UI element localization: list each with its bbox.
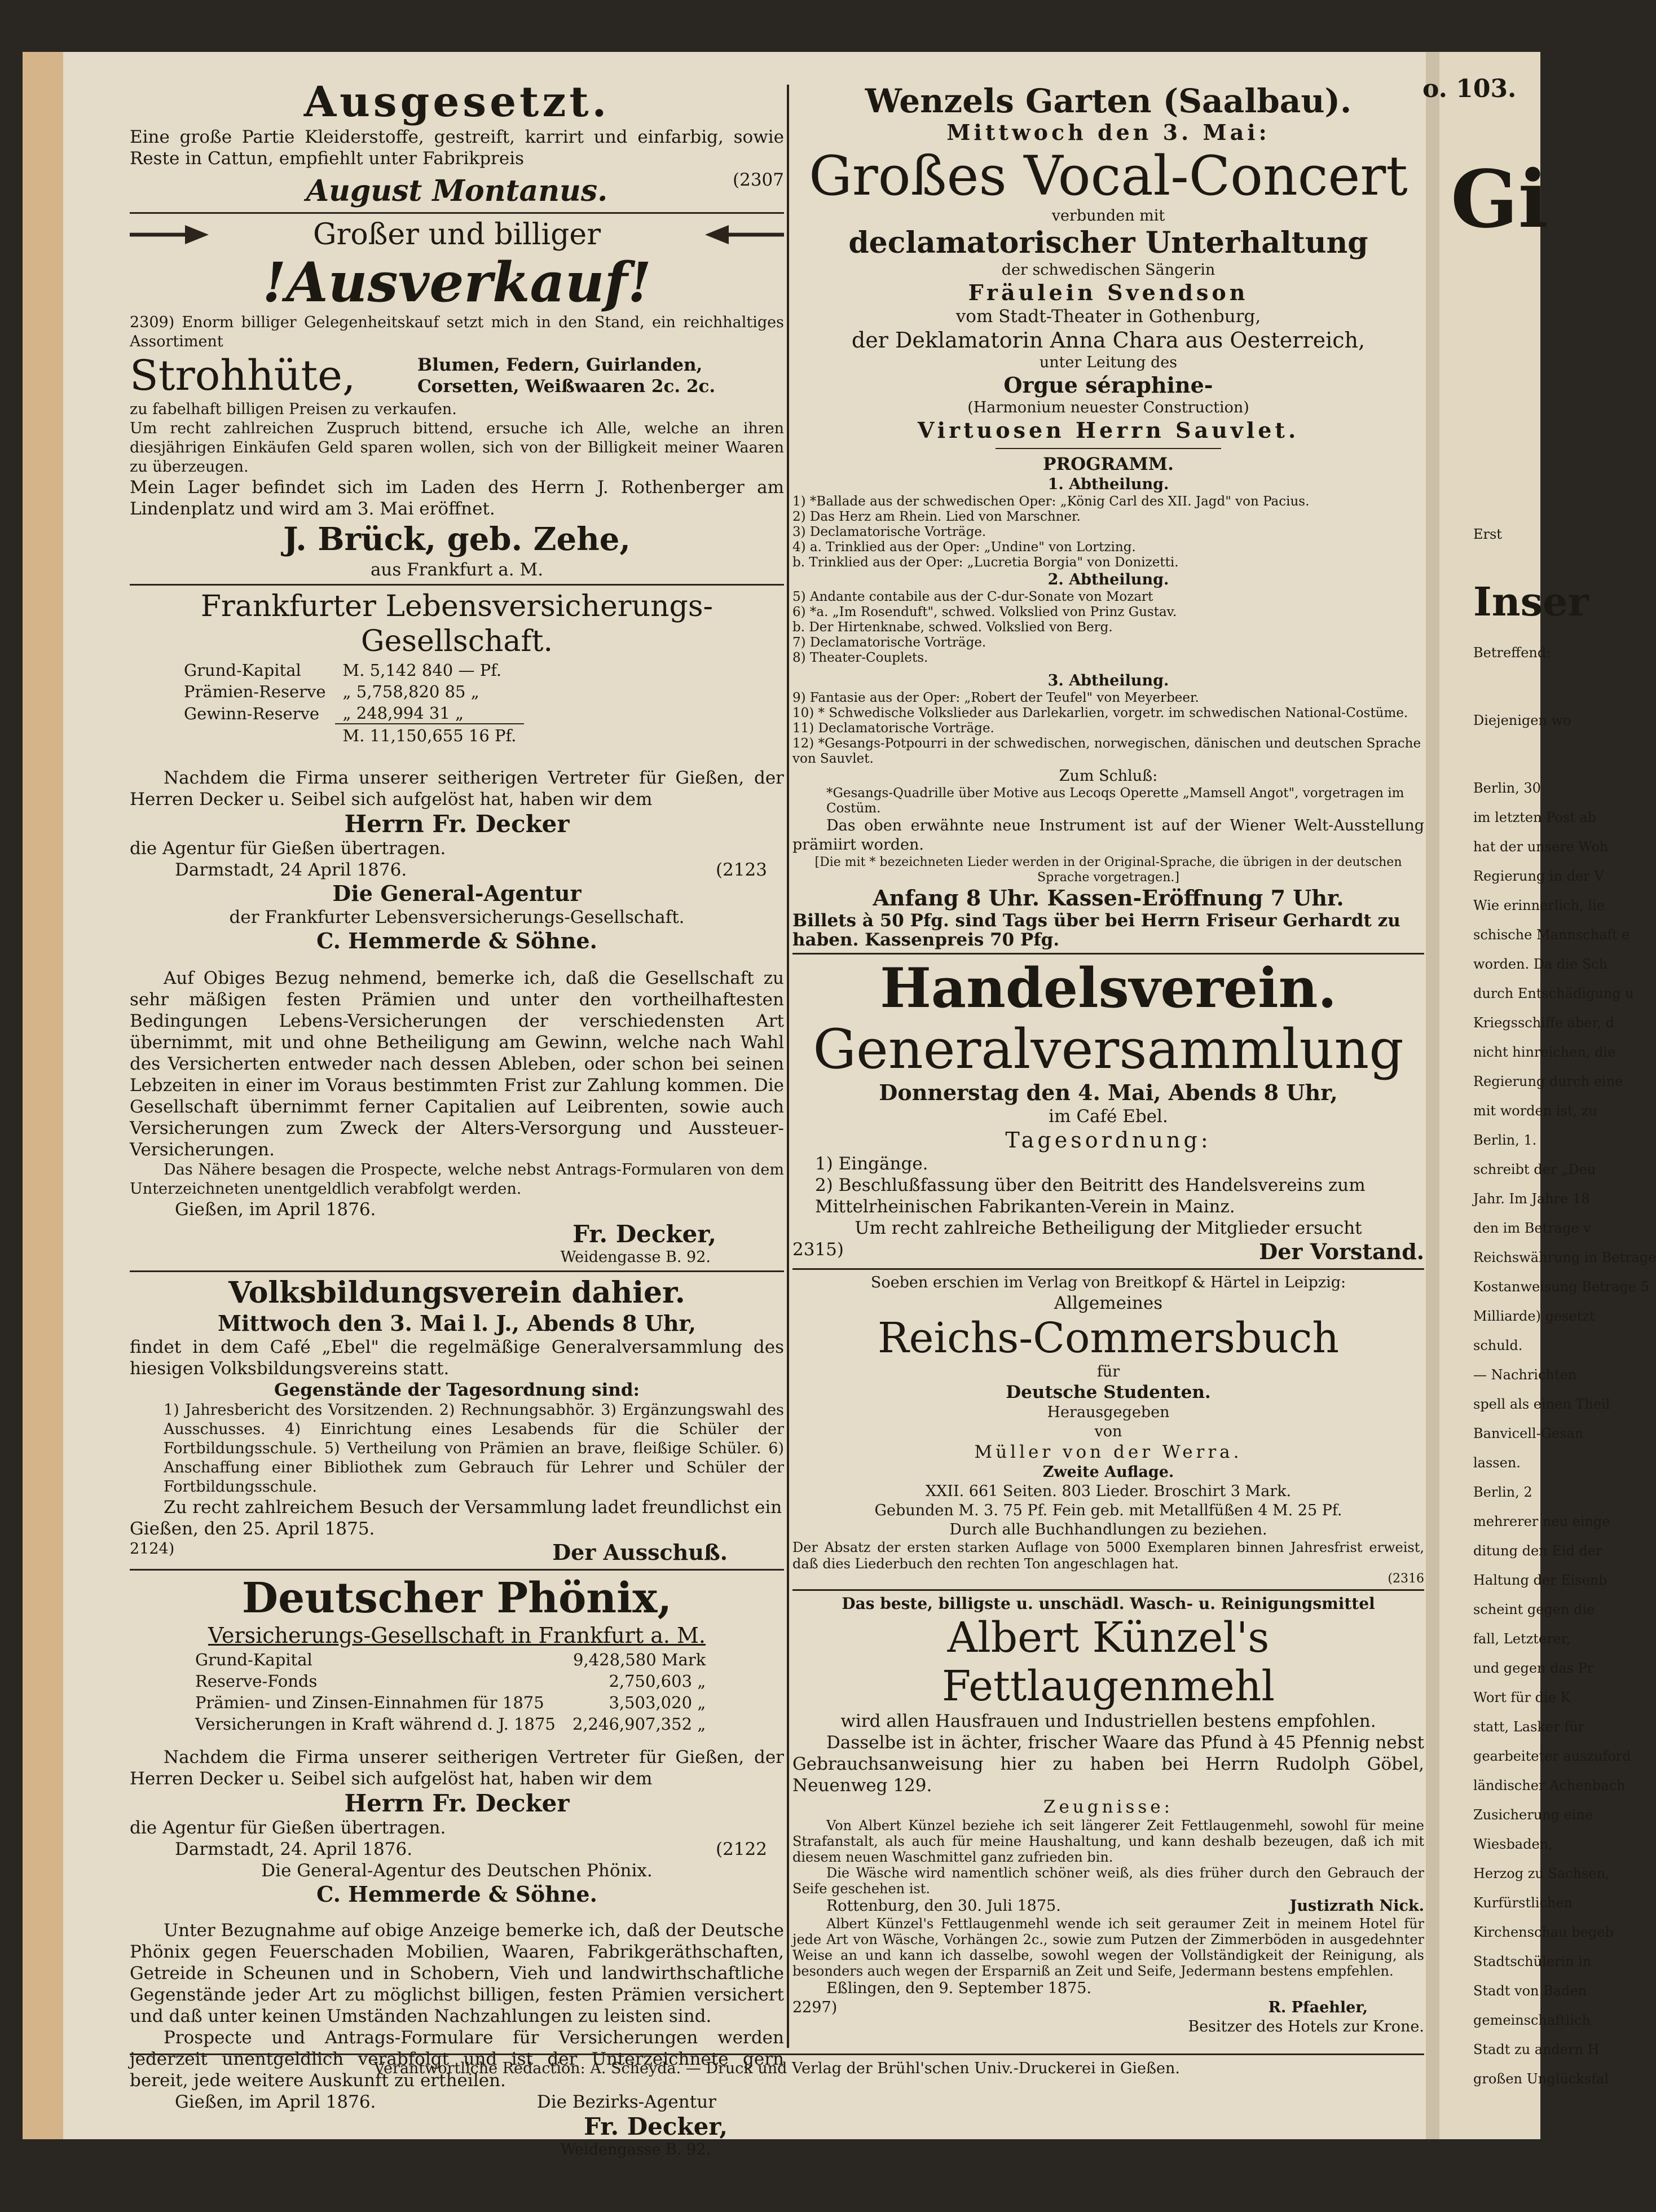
ad-signature: Fr. Decker, (584, 2113, 728, 2140)
adjacent-page-line: Regierung durch eine (1473, 1074, 1623, 1089)
ad-title: Albert Künzel's Fettlaugenmehl (941, 1613, 1275, 1710)
ad-body: Nachdem die Firma unserer seitherigen Vertreter für Gießen, der Herren Decker u. Seibel sich aufgelöst hat, haben wir dem (130, 1747, 784, 1789)
ad-heading: Zeugnisse: (1043, 1797, 1174, 1817)
adjacent-page-line: Berlin, 30 (1473, 780, 1541, 796)
ad-prices: Gebunden M. 3. 75 Pf. Fein geb. mit Metallfüßen 4 M. 25 Pf. (874, 1502, 1342, 1519)
ad-title: Wenzels Garten (Saalbau). (865, 82, 1352, 120)
ad-line: Durch alle Buchhandlungen zu beziehen. (949, 1521, 1267, 1538)
row-value: M. 5,142 840 — Pf. (342, 661, 502, 680)
ad-kommersbuch (792, 1273, 1424, 1586)
ad-line: Zweite Auflage. (1042, 1463, 1174, 1481)
ad-heading: Gegenstände der Tagesordnung sind: (274, 1380, 640, 1400)
adjacent-page-line: durch Entschädigung u (1473, 986, 1634, 1001)
row-value: 2,750,603 „ (609, 1672, 706, 1691)
testimonial-role: Besitzer des Hotels zur Krone. (1188, 2018, 1424, 2035)
program-item: 11) Declamatorische Vorträge. (792, 721, 994, 736)
row-label: Prämien-Reserve (184, 682, 326, 701)
program-section: 2. Abtheilung. (1047, 571, 1169, 588)
program-list (792, 590, 1424, 666)
row-value: 9,428,580 Mark (573, 1650, 706, 1669)
adjacent-page-line: spell als einen Theil (1473, 1396, 1610, 1412)
capital-table (175, 659, 525, 747)
ad-line: die Agentur für Gießen übertragen. (130, 838, 446, 859)
ad-body: Der Absatz der ersten starken Auflage von 5000 Exemplaren binnen Jahresfrist erweist, daß dies Liederbuch den rechten Ton angeschlagen hat. (792, 1540, 1424, 1572)
adjacent-page-line: mit worden ist, zu (1473, 1103, 1597, 1119)
ad-address: Weidengasse B. 92. (560, 2141, 711, 2158)
ad-line: vom Stadt-Theater in Gothenburg, (955, 306, 1261, 327)
testimonial-date: Rottenburg, den 30. Juli 1875. (826, 1897, 1061, 1915)
ad-body: Unter Bezugnahme auf obige Anzeige bemerke ich, daß der Deutsche Phönix gegen Feuerschaden Mobilien, Waaren, Fabrikgeräthschaften, Getreide in Scheunen und in Schobern, Vieh und landwirthschaftliche Gegenstände jeder Art zu möglichst billigen, festen Prämien versichert und daß unter keinen Umständen Nachzahlungen zu leisten sind. (130, 1920, 784, 2026)
ad-volksbildung (130, 1276, 784, 1565)
ad-line: der Frankfurter Lebensversicherungs-Gesellschaft. (229, 907, 685, 927)
ad-wenzels (792, 82, 1424, 949)
program-item: b. Trinklied aus der Oper: „Lucretia Borgia" von Donizetti. (792, 555, 1179, 570)
ad-name: Herrn Fr. Decker (344, 810, 570, 838)
adjacent-page-line: Herzog zu Sachsen, (1473, 1866, 1610, 1881)
program-list (792, 494, 1424, 570)
ad-subheadline: declamatorischer Unterhaltung (848, 226, 1368, 260)
testimonial: Albert Künzel's Fettlaugenmehl wende ich seit geraumer Zeit in meinem Hotel für jede Art von Wäsche, Vorhängen 2c., sowie zum Putzen der Zimmerböden in ausgedehnter Weise an und kann ich dasselbe, sowohl wegen der Vollständigkeit der Reinigung, als besonders auch wegen der Ersparniß an Zeit und Seife, Jedermann bestens empfehlen. (792, 1916, 1424, 1979)
divider (792, 1268, 1424, 1270)
ad-heading: Tagesordnung: (1005, 1128, 1212, 1153)
ad-body: Dasselbe ist in ächter, frischer Waare das Pfund à 45 Pfennig nebst Gebrauchsanweisung hier zu haben bei Herrn Rudolph Göbel, Neuenweg 129. (792, 1732, 1424, 1796)
adjacent-page-line: schische Mannschaft e (1473, 927, 1630, 943)
ad-place: im Café Ebel. (1049, 1106, 1168, 1127)
adjacent-page-line: ländischer Achenbach (1473, 1778, 1626, 1793)
adjacent-page-line: den im Betrage v (1473, 1220, 1591, 1236)
row-label: Gewinn-Reserve (184, 704, 320, 723)
ad-time: Anfang 8 Uhr. Kassen-Eröffnung 7 Uhr. (873, 885, 1344, 911)
ad-title: Volksbildungsverein dahier. (228, 1276, 685, 1310)
ad-signature: J. Brück, geb. Zehe, (283, 521, 631, 558)
ad-highlight: Strohhüte, (130, 351, 356, 400)
ad-subtitle: Deutsche Studenten. (1006, 1382, 1211, 1402)
adjacent-page-line: Berlin, 2 (1473, 1484, 1532, 1500)
adjacent-page-line: Diejenigen wo (1473, 713, 1571, 728)
adjacent-page-line: Stadtschülerin in (1473, 1954, 1592, 1969)
program-item: 3) Declamatorische Vorträge. (792, 525, 986, 539)
ad-line: der schwedischen Sängerin (1001, 261, 1215, 279)
ad-line: zu fabelhaft billigen Preisen zu verkaufen. (130, 401, 457, 418)
ad-signature: Der Vorstand. (1259, 1239, 1424, 1264)
row-label: Prämien- und Zinsen-Einnahmen für 1875 (195, 1693, 544, 1712)
adjacent-page-line: Inser (1473, 578, 1589, 625)
ad-title: Handelsverein. (880, 956, 1337, 1020)
ad-body: Nachdem die Firma unserer seitherigen Vertreter für Gießen, der Herren Decker u. Seibel sich aufgelöst hat, haben wir dem (130, 768, 784, 810)
ad-subtitle: Versicherungs-Gesellschaft in Frankfurt a. M. (208, 1623, 706, 1648)
ad-line: Allgemeines (1054, 1293, 1163, 1313)
left-column (130, 78, 784, 2160)
ad-ref: 2297) (792, 1999, 838, 2016)
divider (792, 1589, 1424, 1591)
ad-body: findet in dem Café „Ebel" die regelmäßige Generalversammlung des hiesigen Volksbildungsvereins statt. (130, 1337, 784, 1379)
ad-performer: Virtuosen Herrn Sauvlet. (917, 417, 1300, 443)
pointing-hand-icon (705, 225, 784, 244)
ad-address: Weidengasse B. 92. (560, 1248, 711, 1266)
ad-line: verbunden mit (1051, 207, 1165, 225)
program-section: 3. Abtheilung. (1047, 672, 1169, 689)
row-label: Grund-Kapital (195, 1650, 312, 1669)
adjacent-page-line: Wiesbaden, (1473, 1836, 1553, 1852)
divider (130, 1270, 784, 1272)
ad-invite: Zu recht zahlreichem Besuch der Versammlung ladet freundlichst ein (164, 1497, 782, 1518)
table-row (176, 660, 524, 680)
ad-lager: Mein Lager befindet sich im Laden des Herrn J. Rothenberger am Lindenplatz und wird am 3. Mai eröffnet. (130, 477, 784, 519)
right-column (792, 82, 1424, 2037)
table-row (187, 1671, 714, 1691)
ad-signature: Der Ausschuß. (552, 1540, 728, 1565)
adjacent-page-line: Regierung in der V (1473, 868, 1604, 884)
ad-body: Prospecte und Antrags-Formulare für Versicherungen werden jederzeit unentgeldlich verabfolgt und ist der Unterzeichnete gern bereit, jede weitere Auskunft zu ertheilen. (130, 2028, 784, 2091)
adjacent-page-line: Berlin, 1. (1473, 1132, 1537, 1148)
ad-firm: C. Hemmerde & Söhne. (316, 1881, 597, 1907)
capital-table (186, 1648, 715, 1735)
program-finale: *Gesangs-Quadrille über Motive aus Lecoqs Operette „Mamsell Angot", vorgetragen im Costüm. (826, 786, 1404, 816)
adjacent-page-line: hat der unsere Woh (1473, 839, 1609, 855)
adjacent-page-line: Wort für die K (1473, 1690, 1571, 1705)
ad-ref: (2122 (716, 1839, 767, 1859)
adjacent-page-line: schuld. (1473, 1338, 1523, 1353)
program-section: Zum Schluß: (1059, 767, 1158, 785)
adjacent-page-line: und gegen das Pr (1473, 1660, 1594, 1676)
adjacent-page-line: nicht hinreichen, die (1473, 1044, 1616, 1060)
ad-title: Frankfurter Lebensversicherungs-Gesellschaft. (200, 590, 714, 658)
row-value: 3,503,020 „ (609, 1693, 706, 1712)
program-item: 6) *a. „Im Rosenduft", schwed. Volkslied von Prinz Gustav. (792, 605, 1177, 619)
divider (130, 212, 784, 214)
ad-ref: (2123 (716, 860, 767, 880)
ad-ref: 2315) (792, 1239, 844, 1260)
binding-gutter (1426, 52, 1441, 2139)
program-item: 2) Das Herz am Rhein. Lied von Marschner. (792, 509, 1081, 524)
adjacent-page-line: Zusicherung eine (1473, 1807, 1593, 1823)
program-item: 10) * Schwedische Volkslieder aus Darlekarlien, vorgetr. im schwedischen National-Costüme. (792, 706, 1408, 720)
adjacent-page-line: Wie erinnerlich, lie (1473, 898, 1605, 913)
ad-body: Auf Obiges Bezug nehmend, bemerke ich, daß die Gesellschaft zu sehr mäßigen festen Prämien und unter den vortheilhaftesten Bedingungen Lebens-Versicherungen der verschiedensten Art übernimmt, mit und ohne Betheiligung am Gewinn, welche nach Wahl des Versicherten entweder nach dessen Ableben, oder schon bei seinen Lebzeiten in einer im Voraus bestimmten Frist zur Zahlung kommen. Die Gesellschaft übernimmt ferner Capitalien auf Leibrenten, sowie auch Versicherungen zum Zweck der Alters-Versorgung und Aussteuer-Versicherungen. (130, 968, 784, 1160)
table-row (187, 1650, 714, 1670)
adjacent-page-line: Erst (1473, 526, 1502, 542)
ad-agency: Die Bezirks-Agentur (536, 2092, 716, 2112)
program-item: 1) *Ballade aus der schwedischen Oper: „König Carl des XII. Jagd" von Pacius. (792, 494, 1310, 509)
ad-title: Deutscher Phönix, (241, 1574, 672, 1622)
ad-line: die Agentur für Gießen übertragen. (130, 1818, 446, 1838)
adjacent-page-line: Reichswährung in Betrage (1473, 1250, 1656, 1265)
row-value: „ 5,758,820 85 „ (342, 682, 479, 701)
ad-title: Reichs-Commersbuch (877, 1314, 1340, 1362)
ad-note: [Die mit * bezeichneten Lieder werden in der Original-Sprache, die übrigen in der deutschen Sprache vorgetragen.] (814, 855, 1402, 885)
ad-ref: (2307 (733, 170, 784, 190)
ad-line: Herausgegeben (1047, 1404, 1170, 1421)
ad-items: 1) Jahresbericht des Vorsitzenden. 2) Rechnungsabhör. 3) Ergänzungswahl des Ausschusses. 4) Einrichtung eines Lesabends für die Schüler der Fortbildungsschule. 5) Vertheilung von Prämien an brave, fleißige Schüler. 6) Anschaffung einer Bibliothek zum Gebrauch für Lehrer und Schüler der Fortbildungsschule. (164, 1401, 784, 1496)
ad-name: Herrn Fr. Decker (344, 1789, 570, 1817)
adjacent-page (1422, 52, 1656, 2139)
ad-ref: (2316 (1388, 1572, 1424, 1586)
adjacent-page-line: im letzten Post ab (1473, 810, 1597, 825)
adjacent-page-line: Stadt zu andern H (1473, 2042, 1600, 2057)
ad-prices: Billets à 50 Pfg. sind Tags über bei Herrn Friseur Gerhardt zu haben. Kassenpreis 70 Pfg. (792, 911, 1400, 950)
adjacent-page-line: großen Unglücksfal (1473, 2071, 1609, 2087)
testimonial-signature: Justizrath Nick. (1289, 1897, 1424, 1915)
ad-instrument: Orgue séraphine- (1003, 372, 1213, 398)
ad-date: Mittwoch den 3. Mai: (946, 120, 1270, 145)
ad-line: unter Leitung des (1039, 354, 1178, 371)
page-number: o. 103. (1422, 74, 1517, 103)
adjacent-page-line: Betreffend: (1473, 645, 1551, 661)
program-item: 5) Andante contabile aus der C-dur-Sonate von Mozart (792, 590, 1153, 604)
adjacent-page-headline: Gi (1451, 153, 1548, 246)
table-row (187, 1692, 714, 1713)
adjacent-page-line: Milliarde) gesetzt (1473, 1308, 1595, 1324)
table-row (176, 725, 524, 746)
ad-title: !Ausverkauf! (262, 250, 651, 314)
column-divider (787, 85, 789, 2048)
ad-performer: Fräulein Svendson (968, 280, 1249, 305)
program-list (792, 691, 1424, 767)
ad-date: Mittwoch den 3. Mai l. J., Abends 8 Uhr, (217, 1311, 697, 1336)
ad-body: Das Nähere besagen die Prospecte, welche nebst Antrags-Formularen von dem Unterzeichneten unentgeldlich verabfolgt werden. (130, 1161, 784, 1198)
footer-rule (130, 2053, 1424, 2055)
testimonial-date: Eßlingen, den 9. September 1875. (826, 1980, 1092, 1997)
table-row (187, 1714, 714, 1734)
adjacent-page-line: gemeinschaftlich (1473, 2012, 1591, 2028)
adjacent-page-line: lassen. (1473, 1455, 1521, 1471)
adjacent-page-line: schreibt der „Deu (1473, 1162, 1596, 1177)
row-total: M. 11,150,655 16 Pf. (342, 726, 517, 745)
ad-firm: C. Hemmerde & Söhne. (316, 928, 597, 953)
ad-line: von (1094, 1423, 1122, 1440)
row-value: 2,246,907,352 „ (572, 1714, 706, 1734)
adjacent-page-line: Jahr. Im Jahre 18 (1473, 1191, 1590, 1207)
ad-items: Blumen, Federn, Guirlanden, Corsetten, Weißwaaren 2c. 2c. (417, 355, 716, 397)
testimonial-signature: R. Pfaehler, (1268, 1999, 1368, 2016)
ad-intro: Soeben erschien im Verlag von Breitkopf & Härtel in Leipzig: (870, 1274, 1346, 1291)
program-item: 4) a. Trinklied aus der Oper: „Undine" von Lortzing. (792, 540, 1136, 555)
ad-tagline: Das beste, billigste u. unschädl. Wasch- u. Reinigungsmittel (842, 1594, 1375, 1613)
program-item: b. Der Hirtenknabe, schwed. Volkslied von Berg. (792, 620, 1113, 635)
ad-date: Gießen, den 25. April 1875. (130, 1519, 375, 1539)
program-title: PROGRAMM. (1043, 454, 1174, 474)
adjacent-page-line: Kirchenschau begeb (1473, 1924, 1614, 1940)
ad-ausgesetzt (130, 78, 784, 209)
adjacent-page-line: statt, Lasker für (1473, 1719, 1585, 1735)
testimonial: Von Albert Künzel beziehe ich seit längerer Zeit Fettlaugenmehl, sowohl für meine Strafanstalt, als auch für meine Haushaltung, und kann deshalb bezeugen, daß ich mit diesem neuen Waschmittel ganz zufrieden bin. (792, 1818, 1424, 1865)
ad-headline: Großer und billiger (312, 218, 601, 252)
program-item: 9) Fantasie aus der Oper: „Robert der Teufel" von Meyerbeer. (792, 691, 1199, 705)
program-section: 1. Abtheilung. (1047, 476, 1169, 493)
adjacent-page-line: mehrerer neu einge (1473, 1514, 1610, 1529)
ad-agency: Die General-Agentur (332, 881, 582, 906)
ad-place: aus Frankfurt a. M. (370, 560, 544, 580)
table-row (176, 703, 524, 724)
ad-signature: August Montanus. (306, 174, 608, 208)
table-row (176, 681, 524, 702)
program-item: 12) *Gesangs-Potpourri in der schwedischen, norwegischen, dänischen und deutschen Sprache von Sauvlet. (792, 736, 1421, 766)
agenda-item: 1) Eingänge. (815, 1154, 928, 1174)
ad-invite: Um recht zahlreiche Betheiligung der Mitglieder ersucht (855, 1218, 1362, 1238)
program-item: 8) Theater-Couplets. (792, 650, 928, 665)
adjacent-page-line: Kriegsschiffe aber, d (1473, 1015, 1615, 1031)
ad-signature: Fr. Decker, (572, 1220, 716, 1248)
adjacent-page-line: worden. Da die Sch (1473, 956, 1608, 972)
adjacent-page-line: Banvicell-Gesan (1473, 1426, 1584, 1441)
ad-author: Müller von der Werra. (974, 1442, 1243, 1462)
ad-ausverkauf (130, 217, 784, 581)
ad-date: Gießen, im April 1876. (175, 2092, 376, 2112)
ad-details: XXII. 661 Seiten. 803 Lieder. Broschirt 3 Mark. (925, 1483, 1292, 1500)
ad-line: für (1096, 1363, 1120, 1380)
ad-title: Ausgesetzt. (303, 78, 610, 126)
ad-body: Um recht zahlreichen Zuspruch bittend, ersuche ich Alle, welche an ihren diesjährigen Einkäufen Geld sparen wollen, sich von der Billigkeit meiner Waaren zu überzeugen. (130, 420, 784, 476)
adjacent-page-line: fall, Letzterer, (1473, 1631, 1571, 1647)
imprint: Verantwortliche Redaction: A. Scheyda. — Druck und Verlag der Brühl'schen Univ.-Druckerei in Gießen. (374, 2060, 1180, 2077)
ad-kuenzel (792, 1594, 1424, 2037)
adjacent-page-line: gearbeiteter auszuford (1473, 1748, 1631, 1764)
divider (996, 448, 1221, 449)
row-label: Reserve-Fonds (195, 1672, 318, 1691)
ad-body: Eine große Partie Kleiderstoffe, gestreift, karrirt und einfarbig, sowie Reste in Cattun, empfiehlt unter Fabrikpreis (130, 127, 784, 169)
adjacent-page-line: Haltung der Eisenb (1473, 1572, 1607, 1588)
ad-date: Donnerstag den 4. Mai, Abends 8 Uhr, (879, 1080, 1338, 1105)
ad-date: Darmstadt, 24 April 1876. (175, 860, 407, 880)
ad-agency: Die General-Agentur des Deutschen Phönix. (261, 1861, 653, 1881)
ad-headline: Generalversammlung (813, 1018, 1404, 1081)
ad-frankfurter (130, 589, 784, 1267)
adjacent-page-line: Kurfürstlichen (1473, 1895, 1573, 1911)
testimonial: Die Wäsche wird namentlich schöner weiß, als dies früher durch den Gebrauch der Seife geschehen ist. (792, 1865, 1424, 1897)
divider (130, 584, 784, 586)
adjacent-page-line: ditung den Eid der (1473, 1543, 1602, 1559)
adjacent-page-line: — Nachrichten (1473, 1367, 1577, 1383)
ad-intro: 2309) Enorm billiger Gelegenheitskauf setzt mich in den Stand, ein reichhaltiges Assortiment (130, 314, 784, 350)
adjacent-page-line: Stadt von Baden (1473, 1983, 1587, 1999)
ad-headline: Großes Vocal-Concert (809, 144, 1408, 208)
ad-date: Darmstadt, 24. April 1876. (175, 1839, 413, 1859)
agenda-item: 2) Beschlußfassung über den Beitritt des Handelsvereins zum Mittelrheinischen Fabrikanten-Verein in Mainz. (815, 1175, 1366, 1217)
row-label: Grund-Kapital (184, 661, 301, 680)
adjacent-page-line: Kostanweisung Betrage 5 (1473, 1279, 1649, 1295)
row-value: „ 248,994 31 „ (335, 703, 525, 724)
adjacent-page-line: scheint gegen die (1473, 1602, 1595, 1617)
ad-body: wird allen Hausfrauen und Industriellen bestens empfohlen. (840, 1711, 1376, 1731)
divider (130, 1569, 784, 1571)
ad-ref: 2124) (130, 1540, 175, 1558)
program-item: 7) Declamatorische Vorträge. (792, 635, 986, 650)
row-label: Versicherungen in Kraft während d. J. 1875 (195, 1714, 556, 1734)
ad-note: Das oben erwähnte neue Instrument ist auf der Wiener Welt-Ausstellung prämiirt worden. (792, 817, 1424, 854)
divider (792, 953, 1424, 955)
pointing-hand-icon (130, 225, 209, 244)
ad-date: Gießen, im April 1876. (175, 1199, 376, 1220)
ad-performer: der Deklamatorin Anna Chara aus Oesterreich, (851, 328, 1366, 353)
ad-line: (Harmonium neuester Construction) (967, 399, 1249, 416)
ad-handelsverein (792, 958, 1424, 1265)
